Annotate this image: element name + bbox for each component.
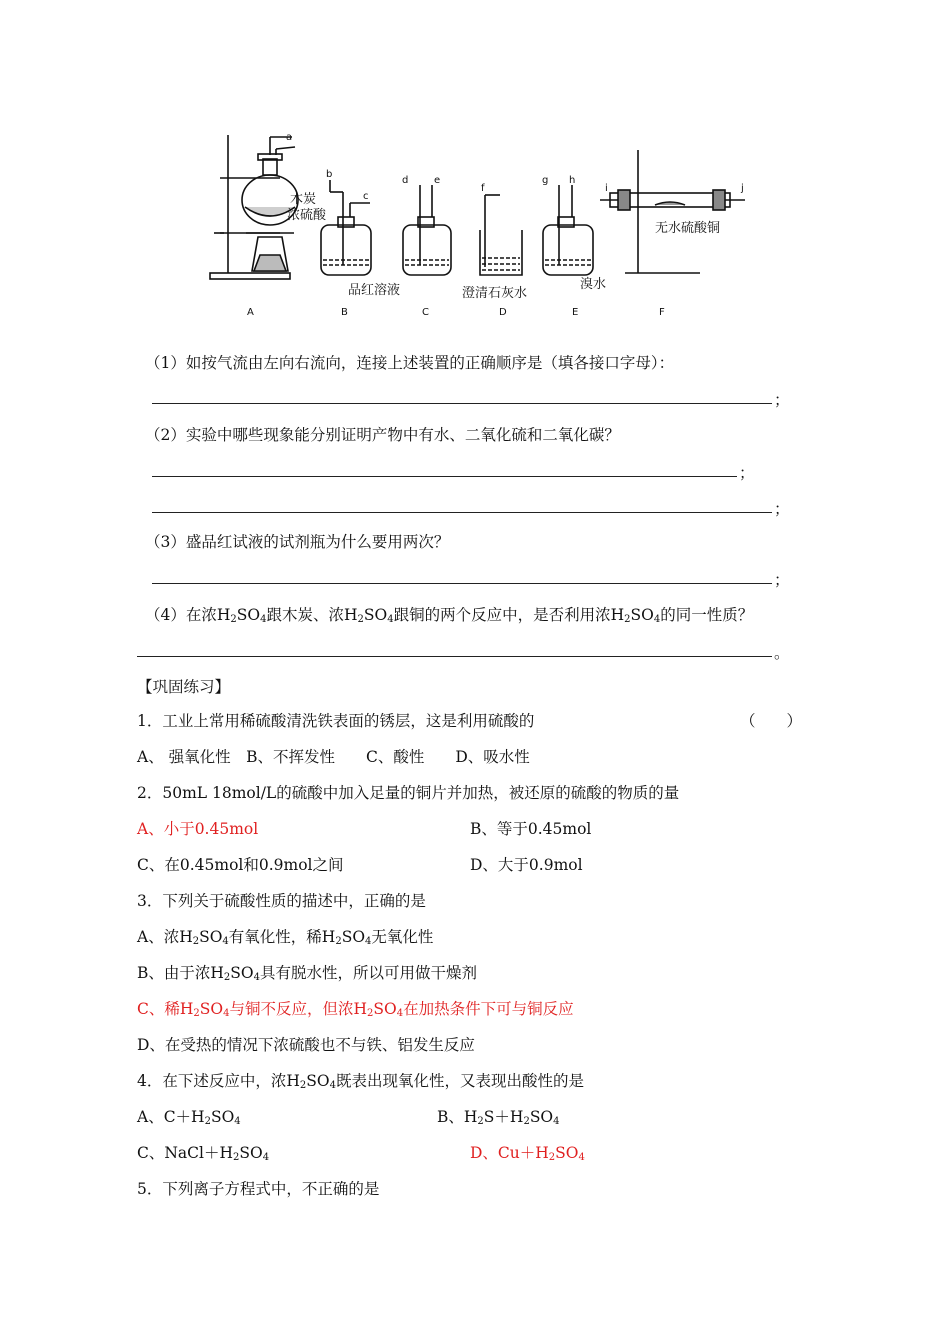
practice-3-option-b: B、由于浓$H_2SO_4$具有脱水性，所以可用做干燥剂 [137, 964, 478, 983]
practice-3-option-a: A、浓$H_2SO_4$有氧化性，稀$H_2SO_4$无氧化性 [137, 928, 434, 947]
label-bromine: 溴水 [580, 277, 607, 292]
question-4: （4）在浓$H_2SO_4$跟木炭、浓$H_2SO_4$跟铜的两个反应中，是否利用浓$H_2SO_4$的同一性质？ [145, 606, 754, 625]
caption-E: E [572, 307, 579, 318]
answer-line-1[interactable] [152, 402, 772, 404]
label-cuso4: 无水硫酸铜 [655, 221, 721, 236]
question-2: （2）实验中哪些现象能分别证明产物中有水、二氧化硫和二氧化碳？ [145, 426, 620, 444]
semicolon: ； [774, 500, 790, 518]
port-j: j [741, 183, 744, 194]
port-b: b [326, 169, 333, 180]
practice-3-stem: 3．下列关于硫酸性质的描述中，正确的是 [137, 892, 426, 910]
practice-1-stem: 1．工业上常用稀硫酸清洗铁表面的锈层，这是利用硫酸的 [137, 712, 535, 730]
practice-1-options: A、 强氧化性 B、不挥发性 C、酸性 D、吸水性 [137, 748, 530, 766]
port-i: i [605, 183, 608, 194]
port-e: e [434, 175, 441, 186]
port-f: f [481, 183, 485, 194]
caption-B: B [341, 307, 348, 318]
caption-A: A [247, 307, 254, 318]
practice-3-option-d: D、在受热的情况下浓硫酸也不与铁、铝发生反应 [137, 1036, 475, 1054]
question-3: （3）盛品红试液的试剂瓶为什么要用两次？ [145, 533, 450, 551]
label-limewater: 澄清石灰水 [462, 286, 528, 301]
answer-line-3[interactable] [152, 582, 772, 584]
practice-2-option-a: A、小于0.45mol [137, 820, 259, 838]
caption-D: D [499, 307, 507, 318]
answer-line-2b[interactable] [152, 511, 772, 513]
port-a: a [286, 132, 293, 143]
practice-2-option-c: C、在0.45mol和0.9mol之间 [137, 856, 344, 874]
practice-2-stem: 2．50mL 18mol/L的硫酸中加入足量的铜片并加热，被还原的硫酸的物质的量 [137, 784, 680, 802]
semicolon: ； [739, 464, 755, 482]
label-conc-acid: 浓硫酸 [287, 208, 327, 223]
port-h: h [569, 175, 576, 186]
practice-4-option-d: D、$Cu+H_2SO_4$ [470, 1144, 585, 1163]
practice-4-option-b: B、$H_2S+H_2SO_4$ [437, 1108, 560, 1127]
port-c: c [363, 191, 369, 202]
period: 。 [774, 644, 790, 662]
label-charcoal: 木炭 [290, 192, 317, 207]
semicolon: ； [774, 391, 790, 409]
semicolon: ； [774, 571, 790, 589]
practice-5-stem: 5．下列离子方程式中，不正确的是 [137, 1180, 380, 1198]
practice-2-option-d: D、大于0.9mol [470, 856, 583, 874]
answer-line-2a[interactable] [152, 475, 737, 477]
practice-3-option-c: C、稀$H_2SO_4$与铜不反应，但浓$H_2SO_4$在加热条件下可与铜反应 [137, 1000, 574, 1019]
practice-4-option-c: C、$NaCl+H_2SO_4$ [137, 1144, 270, 1163]
answer-bracket[interactable]: （ ） [740, 712, 803, 730]
caption-C: C [422, 307, 429, 318]
practice-2-option-b: B、等于0.45mol [470, 820, 592, 838]
practice-heading: 【巩固练习】 [137, 678, 231, 696]
answer-line-4[interactable] [137, 655, 772, 657]
caption-F: F [659, 307, 665, 318]
apparatus-figure [200, 125, 770, 325]
port-d: d [402, 175, 409, 186]
question-1: （1）如按气流由左向右流向，连接上述装置的正确顺序是（填各接口字母）： [145, 354, 675, 372]
label-magenta: 品红溶液 [348, 283, 401, 298]
practice-4-stem: 4．在下述反应中，浓$H_2SO_4$既表出现氧化性，又表现出酸性的是 [137, 1072, 584, 1091]
practice-4-option-a: A、$C+H_2SO_4$ [137, 1108, 241, 1127]
port-g: g [542, 175, 549, 186]
